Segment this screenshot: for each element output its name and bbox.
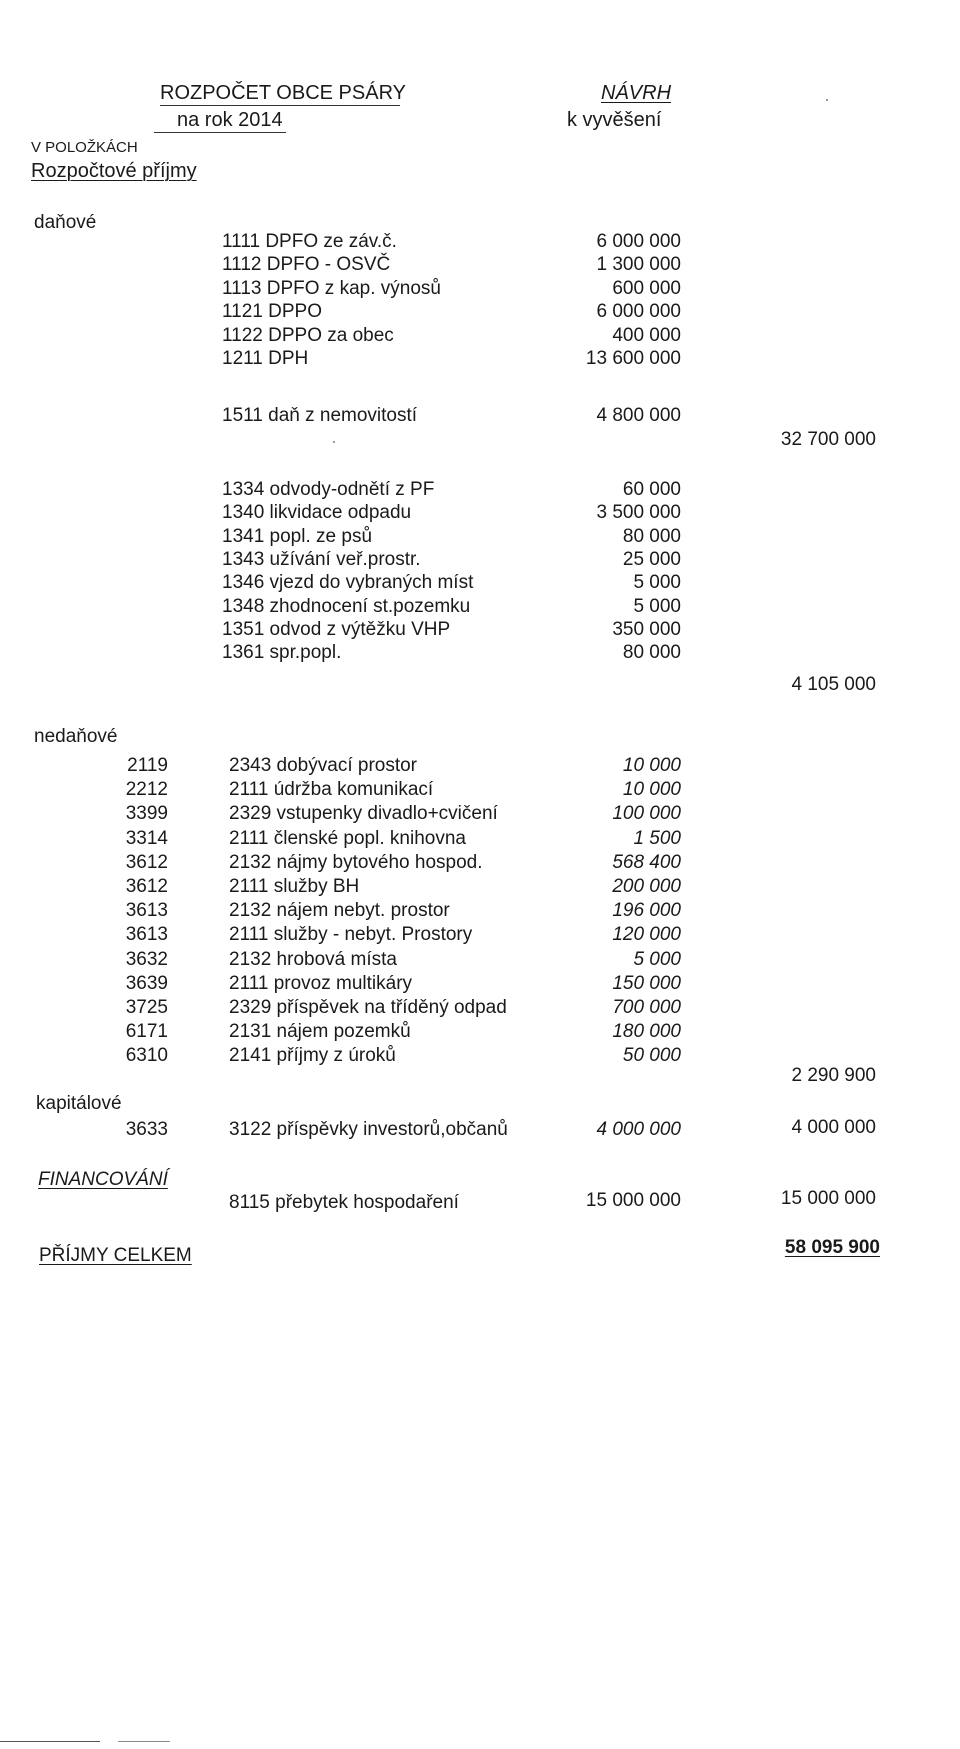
draft-note: k vyvěšení bbox=[567, 109, 662, 131]
budget-item: 2111 údržba komunikací bbox=[229, 779, 434, 801]
paragraph-code: 3632 bbox=[125, 948, 168, 970]
budget-amount: 60 000 bbox=[622, 479, 681, 500]
title-underline bbox=[160, 105, 400, 106]
budget-item: 1341 popl. ze psů bbox=[222, 525, 373, 547]
budget-item: 1348 zhodnocení st.pozemku bbox=[222, 595, 471, 617]
budget-amount: 10 000 bbox=[622, 779, 681, 801]
budget-amount: 80 000 bbox=[622, 642, 681, 664]
nedanove-total: 2 290 900 bbox=[791, 1065, 876, 1086]
budget-item: 1346 vjezd do vybraných míst bbox=[222, 572, 474, 594]
budget-amount: 10 000 bbox=[622, 755, 681, 776]
category-label-kapitalove: kapitálové bbox=[36, 1093, 122, 1114]
budget-item: 1113 DPFO z kap. výnosů bbox=[222, 277, 441, 299]
danove-group2-total: 4 105 000 bbox=[791, 674, 876, 695]
category-label-financovani: FINANCOVÁNÍ bbox=[38, 1169, 168, 1190]
budget-amount: 6 000 000 bbox=[596, 231, 681, 252]
category-label-nedanove: nedaňové bbox=[34, 726, 118, 747]
budget-amount: 350 000 bbox=[612, 618, 681, 640]
budget-item: 1361 spr.popl. bbox=[222, 642, 342, 664]
budget-amount: 13 600 000 bbox=[585, 348, 681, 369]
section-title: Rozpočtové příjmy bbox=[31, 160, 197, 182]
budget-amount: 1 300 000 bbox=[596, 254, 681, 276]
paragraph-code: 3612 bbox=[125, 851, 168, 873]
budget-item: 1112 DPFO - OSVČ bbox=[222, 254, 391, 276]
kapitalove-total: 4 000 000 bbox=[791, 1117, 876, 1138]
paragraph-code: 3314 bbox=[125, 827, 168, 849]
budget-amount: 568 400 bbox=[612, 851, 681, 873]
budget-amount: 80 000 bbox=[622, 525, 681, 547]
budget-item: 2111 členské popl. knihovna bbox=[229, 827, 466, 849]
property-tax-amount: 4 800 000 bbox=[596, 405, 681, 426]
paragraph-code: 3613 bbox=[125, 924, 168, 946]
budget-item: 1334 odvody-odnětí z PF bbox=[222, 479, 435, 500]
budget-amount: 180 000 bbox=[612, 1021, 681, 1043]
budget-amount: 150 000 bbox=[612, 972, 681, 994]
budget-amount: 100 000 bbox=[612, 803, 681, 825]
budget-item: 2132 nájmy bytového hospod. bbox=[229, 851, 483, 873]
budget-item: 2111 služby BH bbox=[229, 876, 360, 897]
section-note: V POLOŽKÁCH bbox=[31, 139, 138, 156]
budget-item: 1121 DPPO bbox=[222, 301, 322, 323]
budget-item: 1111 DPFO ze záv.č. bbox=[222, 231, 397, 252]
budget-item: 2132 nájem nebyt. prostor bbox=[229, 900, 450, 922]
financovani-item: 8115 přebytek hospodaření bbox=[229, 1192, 459, 1213]
budget-item: 2329 vstupenky divadlo+cvičení bbox=[229, 803, 498, 825]
scan-edge-line bbox=[0, 1741, 100, 1742]
danove-group1-total: 32 700 000 bbox=[780, 429, 876, 450]
budget-item: 1211 DPH bbox=[222, 348, 309, 369]
financovani-total: 15 000 000 bbox=[780, 1188, 876, 1209]
budget-amount: 400 000 bbox=[612, 324, 681, 346]
budget-item: 2141 příjmy z úroků bbox=[229, 1045, 396, 1067]
budget-amount: 5 000 bbox=[633, 595, 681, 617]
grand-total-amount: 58 095 900 bbox=[784, 1237, 880, 1258]
budget-amount: 120 000 bbox=[612, 924, 681, 946]
budget-item: 2131 nájem pozemků bbox=[229, 1021, 411, 1043]
budget-item: 2111 služby - nebyt. Prostory bbox=[229, 924, 473, 946]
budget-item: 2111 provoz multikáry bbox=[229, 972, 413, 994]
paragraph-code: 2119 bbox=[127, 755, 168, 776]
document-subtitle: na rok 2014 bbox=[177, 109, 283, 131]
paragraph-code: 3639 bbox=[125, 972, 168, 994]
paragraph-code: 6171 bbox=[125, 1021, 168, 1043]
property-tax-item: 1511 daň z nemovitostí bbox=[222, 405, 418, 426]
grand-total-label: PŘÍJMY CELKEM bbox=[39, 1245, 192, 1266]
budget-item: 1340 likvidace odpadu bbox=[222, 502, 412, 524]
budget-item: 2329 příspěvek na tříděný odpad bbox=[229, 997, 507, 1018]
financovani-amount: 15 000 000 bbox=[585, 1190, 681, 1211]
draft-label: NÁVRH bbox=[601, 82, 672, 104]
budget-amount: 700 000 bbox=[612, 997, 681, 1018]
kapitalove-amount: 4 000 000 bbox=[596, 1119, 681, 1140]
budget-amount: 3 500 000 bbox=[596, 502, 681, 524]
scan-edge-line bbox=[118, 1741, 170, 1742]
budget-item: 1351 odvod z výtěžku VHP bbox=[222, 618, 451, 640]
paragraph-code: 3399 bbox=[125, 803, 168, 825]
paragraph-code: 3612 bbox=[125, 876, 168, 897]
budget-amount: 5 000 bbox=[633, 948, 681, 970]
budget-item: 2132 hrobová místa bbox=[229, 948, 397, 970]
kapitalove-paragraph: 3633 bbox=[125, 1119, 168, 1140]
document-title: ROZPOČET OBCE PSÁRY bbox=[160, 82, 406, 104]
scan-speck bbox=[826, 99, 828, 101]
paragraph-code: 3725 bbox=[125, 997, 168, 1018]
budget-amount: 600 000 bbox=[612, 277, 681, 299]
paragraph-code: 6310 bbox=[125, 1045, 168, 1067]
budget-amount: 6 000 000 bbox=[596, 301, 681, 323]
budget-amount: 25 000 bbox=[622, 548, 681, 570]
paragraph-code: 2212 bbox=[125, 779, 168, 801]
subtitle-underline bbox=[154, 132, 286, 133]
budget-amount: 1 500 bbox=[633, 827, 681, 849]
budget-amount: 196 000 bbox=[612, 900, 681, 922]
budget-item: 1343 užívání veř.prostr. bbox=[222, 548, 421, 570]
scan-speck bbox=[333, 441, 335, 443]
budget-item: 1122 DPPO za obec bbox=[222, 324, 394, 346]
budget-item: 2343 dobývací prostor bbox=[229, 755, 418, 776]
budget-amount: 5 000 bbox=[633, 572, 681, 594]
kapitalove-item: 3122 příspěvky investorů,občanů bbox=[229, 1119, 508, 1140]
paragraph-code: 3613 bbox=[125, 900, 168, 922]
budget-amount: 200 000 bbox=[612, 876, 681, 897]
category-label-danove: daňové bbox=[34, 212, 97, 233]
budget-amount: 50 000 bbox=[622, 1045, 681, 1067]
